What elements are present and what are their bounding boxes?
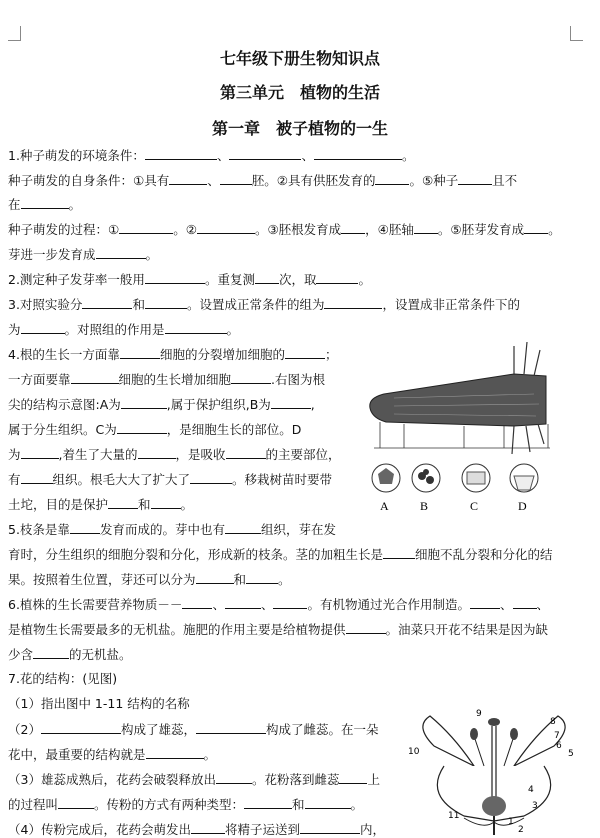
text-line <box>8 671 117 687</box>
text-line <box>8 221 561 238</box>
flower-label-5: 5 <box>568 749 574 759</box>
line-text: 。对照组的作用是 <box>64 322 165 337</box>
fill-in-blank[interactable] <box>273 596 307 609</box>
line-text: ，④胚轴 <box>365 222 414 237</box>
fill-in-blank[interactable] <box>220 172 252 185</box>
fill-in-blank[interactable] <box>138 446 176 459</box>
root-label-d: D <box>518 499 527 513</box>
fill-in-blank[interactable] <box>119 221 173 234</box>
line-text: ； <box>324 347 338 362</box>
line-text: 4.根的生长一方面靠 <box>8 347 120 362</box>
fill-in-blank[interactable] <box>231 371 271 384</box>
line-text: 7.花的结构：(见图) <box>8 671 118 686</box>
fill-in-blank[interactable] <box>96 246 146 259</box>
line-text: 将精子运送到 <box>224 822 300 837</box>
fill-in-blank[interactable] <box>341 221 365 234</box>
cell-inset-d <box>510 464 538 492</box>
root-tip-figure <box>364 336 554 516</box>
line-text: 、 <box>301 148 314 163</box>
fill-in-blank[interactable] <box>58 796 94 809</box>
text-line <box>8 446 341 463</box>
line-text: 。⑤种子 <box>409 173 459 188</box>
fill-in-blank[interactable] <box>458 172 492 185</box>
line-text: 。 <box>278 572 291 587</box>
line-text: 。 <box>226 322 240 337</box>
line-text: 。花粉落到雌蕊 <box>251 772 340 787</box>
fill-in-blank[interactable] <box>226 446 266 459</box>
text-line <box>8 621 548 638</box>
line-text: 。有机物通过光合作用制造。 <box>307 597 470 612</box>
line-text: 、 <box>536 597 550 612</box>
flower-label-6: 6 <box>556 741 562 751</box>
line-text: 构成了雌蕊。在一朵 <box>265 722 379 737</box>
line-text: （4）传粉完成后，花药会萌发出 <box>8 822 191 837</box>
text-line <box>8 296 520 313</box>
line-text: ，是细胞生长的部位。D <box>166 422 302 437</box>
line-text: 6.植株的生长需要营养物质－－ <box>8 597 183 612</box>
text-line <box>8 147 414 164</box>
text-line <box>8 771 380 788</box>
line-text: .右图为根 <box>271 372 326 387</box>
text-line <box>8 496 193 513</box>
line-text: 有 <box>8 472 21 487</box>
fill-in-blank[interactable] <box>246 571 278 584</box>
line-text: ，是吸收 <box>175 447 226 462</box>
fill-in-blank[interactable] <box>82 296 132 309</box>
line-text: （3）雄蕊成熟后，花药会破裂释放出 <box>8 772 216 787</box>
fill-in-blank[interactable] <box>190 471 232 484</box>
fill-in-blank[interactable] <box>300 821 360 834</box>
line-text: 。 <box>180 497 194 512</box>
line-text: 尖的结构示意图:A为 <box>8 397 121 412</box>
cell-inset-c <box>462 464 490 492</box>
flower-label-7: 7 <box>554 731 560 741</box>
line-text: ,着生了大量的 <box>58 447 138 462</box>
fill-in-blank[interactable] <box>21 196 69 209</box>
line-text: 。 <box>145 247 159 262</box>
text-line <box>8 571 291 588</box>
text-line <box>8 721 378 738</box>
fill-in-blank[interactable] <box>146 746 204 759</box>
chapter-heading: 第一章 被子植物的一生 <box>211 119 388 138</box>
fill-in-blank[interactable] <box>316 271 358 284</box>
fill-in-blank[interactable] <box>145 271 205 284</box>
fill-in-blank[interactable] <box>285 346 325 359</box>
flower-figure <box>404 706 584 835</box>
text-line <box>8 596 549 613</box>
line-text: 。 <box>203 747 217 762</box>
line-text: 构成了雄蕊， <box>120 722 196 737</box>
fill-in-blank[interactable] <box>120 346 160 359</box>
fill-in-blank[interactable] <box>151 496 181 509</box>
line-text: 、 <box>260 597 274 612</box>
text-line <box>8 746 216 763</box>
text-line <box>8 821 385 838</box>
line-text: 。② <box>173 222 197 237</box>
text-line <box>8 421 301 438</box>
line-text: 的过程叫 <box>8 797 59 812</box>
line-text: 和 <box>233 572 247 587</box>
line-text: 和 <box>132 297 145 312</box>
fill-in-blank[interactable] <box>339 771 367 784</box>
fill-in-blank[interactable] <box>513 596 537 609</box>
fill-in-blank[interactable] <box>145 147 217 160</box>
flower-label-8: 8 <box>550 717 556 727</box>
line-text: 细胞不乱分裂和分化的结 <box>415 547 553 562</box>
flower-label-1: 1 <box>508 817 514 827</box>
line-text: 在 <box>8 197 21 212</box>
line-text: 上 <box>367 772 380 787</box>
line-text: 1.种子萌发的环境条件： <box>8 148 145 163</box>
text-line <box>8 196 81 213</box>
fill-in-blank[interactable] <box>21 471 53 484</box>
line-text: 属于分生组织。C为 <box>8 422 117 437</box>
flower-label-2: 2 <box>518 825 524 835</box>
text-line <box>8 521 336 538</box>
line-text: 组织，芽在发 <box>260 522 336 537</box>
line-text: 为 <box>8 322 21 337</box>
root-tip-drawing <box>370 342 550 454</box>
flower-label-11: 11 <box>448 811 460 821</box>
line-text: 少含 <box>8 647 34 662</box>
line-text: 。油菜只开花不结果是因为缺 <box>385 622 549 637</box>
fill-in-blank[interactable] <box>108 496 138 509</box>
line-text: 育时，分生组织的细胞分裂和分化，形成新的枝条。茎的加粗生长是 <box>8 547 384 562</box>
text-line <box>8 172 517 189</box>
corner-mark-right <box>570 26 583 41</box>
fill-in-blank[interactable] <box>145 296 187 309</box>
text-line <box>8 646 132 663</box>
page-title: 七年级下册生物知识点 <box>219 49 380 68</box>
fill-in-blank[interactable] <box>121 396 167 409</box>
line-text: 和 <box>292 797 305 812</box>
line-text: 。③胚根发育成 <box>254 222 342 237</box>
text-line <box>8 346 337 363</box>
fill-in-blank[interactable] <box>21 446 59 459</box>
flower-label-10: 10 <box>408 747 420 757</box>
fill-in-blank[interactable] <box>169 172 207 185</box>
fill-in-blank[interactable] <box>197 221 255 234</box>
line-text: 、 <box>499 597 513 612</box>
fill-in-blank[interactable] <box>182 596 212 609</box>
line-text: 次，取 <box>278 272 317 287</box>
fill-in-blank[interactable] <box>225 596 261 609</box>
line-text: 。 <box>358 272 371 287</box>
line-text: ,属于保护组织,B为 <box>166 397 271 412</box>
fill-in-blank[interactable] <box>229 147 301 160</box>
line-text: 。设置成正常条件的组为 <box>186 297 325 312</box>
fill-in-blank[interactable] <box>324 296 382 309</box>
cell-inset-b <box>412 464 440 492</box>
line-text: 。 <box>548 222 561 237</box>
line-text: 的主要部位， <box>265 447 341 462</box>
line-text: 内， <box>359 822 385 837</box>
root-label-a: A <box>380 499 389 513</box>
fill-in-blank[interactable] <box>305 796 351 809</box>
line-text: 土坨，目的是保护 <box>8 497 109 512</box>
flower-label-4: 4 <box>528 785 534 795</box>
line-text: 5.枝条是靠 <box>8 522 70 537</box>
line-text: 果。按照着生位置，芽还可以分为 <box>8 572 196 587</box>
fill-in-blank[interactable] <box>255 271 279 284</box>
line-text: 。⑤胚芽发育成 <box>437 222 525 237</box>
flower-label-9: 9 <box>476 709 482 719</box>
line-text: 、 <box>207 173 220 188</box>
corner-mark-left <box>8 26 21 41</box>
fill-in-blank[interactable] <box>71 371 119 384</box>
line-text: ，设置成非正常条件下的 <box>382 297 520 312</box>
root-label-b: B <box>420 499 429 513</box>
line-text: 。 <box>68 197 82 212</box>
fill-in-blank[interactable] <box>117 421 167 434</box>
line-text: 芽进一步发育成 <box>8 247 96 262</box>
line-text: 、 <box>212 597 225 612</box>
fill-in-blank[interactable] <box>33 646 69 659</box>
line-text: 花中，最重要的结构就是 <box>8 747 146 762</box>
line-text: 和 <box>138 497 151 512</box>
fill-in-blank[interactable] <box>191 821 225 834</box>
fill-in-blank[interactable] <box>271 396 311 409</box>
line-text: 为 <box>8 447 21 462</box>
text-line <box>8 246 158 263</box>
fill-in-blank[interactable] <box>216 771 252 784</box>
fill-in-blank[interactable] <box>346 621 386 634</box>
line-text: 且不 <box>492 173 518 188</box>
fill-in-blank[interactable] <box>165 321 227 334</box>
flower-label-3: 3 <box>532 801 538 811</box>
cell-inset-a <box>372 464 400 492</box>
line-text: 一方面要靠 <box>8 372 71 387</box>
fill-in-blank[interactable] <box>21 321 65 334</box>
line-text: 胚。②具有供胚发育的 <box>251 173 376 188</box>
fill-in-blank[interactable] <box>383 546 415 559</box>
line-text: 。移栽树苗时要带 <box>232 472 333 487</box>
unit-heading: 第三单元 植物的生活 <box>219 83 380 102</box>
line-text: （1）指出图中 1-11 结构的名称 <box>8 696 190 711</box>
line-text: 。传粉的方式有两种类型： <box>94 797 245 812</box>
line-text: 3.对照实验分 <box>8 297 83 312</box>
text-line <box>8 396 315 413</box>
fill-in-blank[interactable] <box>314 147 402 160</box>
line-text: 的无机盐。 <box>69 647 132 662</box>
fill-in-blank[interactable] <box>414 221 438 234</box>
line-text: , <box>310 397 315 412</box>
text-line <box>8 271 371 288</box>
line-text: 细胞的生长增加细胞 <box>118 372 232 387</box>
fill-in-blank[interactable] <box>41 721 121 734</box>
root-label-c: C <box>470 499 479 513</box>
text-line <box>8 321 239 338</box>
line-text: 。 <box>401 148 415 163</box>
line-text: 发育而成的。芽中也有 <box>99 522 225 537</box>
fill-in-blank[interactable] <box>375 172 409 185</box>
line-text: 种子萌发的自身条件：①具有 <box>8 173 170 188</box>
text-line <box>8 796 363 813</box>
line-text: 组织。根毛大大了扩大了 <box>52 472 191 487</box>
line-text: （2） <box>8 722 41 737</box>
text-line <box>8 696 190 712</box>
line-text: 、 <box>216 148 230 163</box>
line-text: 2.测定种子发芽率一般用 <box>8 272 145 287</box>
fill-in-blank[interactable] <box>244 796 292 809</box>
text-line <box>8 371 325 388</box>
text-line <box>8 471 332 488</box>
line-text: 种子萌发的过程：① <box>8 222 120 237</box>
flower-drawing <box>423 716 565 835</box>
fill-in-blank[interactable] <box>70 521 100 534</box>
fill-in-blank[interactable] <box>470 596 500 609</box>
fill-in-blank[interactable] <box>225 521 261 534</box>
line-text: 。 <box>350 797 364 812</box>
fill-in-blank[interactable] <box>196 721 266 734</box>
line-text: 。重复测 <box>204 272 255 287</box>
text-line <box>8 546 553 563</box>
line-text: 是植物生长需要最多的无机盐。施肥的作用主要是给植物提供 <box>8 622 346 637</box>
fill-in-blank[interactable] <box>196 571 234 584</box>
line-text: 细胞的分裂增加细胞的 <box>159 347 285 362</box>
fill-in-blank[interactable] <box>524 221 548 234</box>
